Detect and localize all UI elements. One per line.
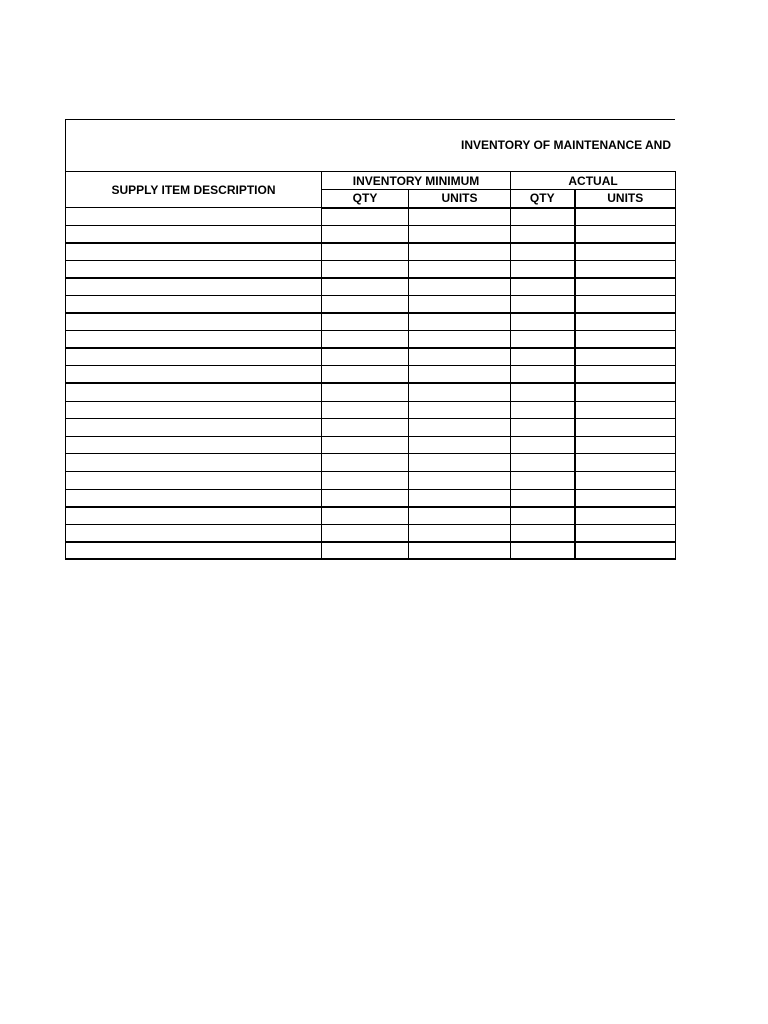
cell-description[interactable] [66, 542, 322, 560]
cell-minimum-units[interactable] [409, 243, 511, 261]
cell-minimum-qty[interactable] [322, 348, 409, 366]
cell-actual-units[interactable] [575, 383, 676, 401]
cell-actual-units[interactable] [575, 313, 676, 331]
cell-description[interactable] [66, 313, 322, 331]
cell-actual-qty[interactable] [511, 243, 575, 261]
cell-minimum-units[interactable] [409, 436, 511, 454]
cell-actual-qty[interactable] [511, 313, 575, 331]
cell-minimum-qty[interactable] [322, 383, 409, 401]
cell-actual-qty[interactable] [511, 419, 575, 437]
cell-actual-units[interactable] [575, 507, 676, 525]
cell-minimum-units[interactable] [409, 401, 511, 419]
cell-description[interactable] [66, 225, 322, 243]
cell-actual-units[interactable] [575, 489, 676, 507]
cell-minimum-units[interactable] [409, 225, 511, 243]
table-row [66, 489, 676, 507]
cell-minimum-units[interactable] [409, 260, 511, 278]
table-row [66, 471, 676, 489]
cell-minimum-qty[interactable] [322, 295, 409, 313]
cell-minimum-qty[interactable] [322, 524, 409, 542]
cell-description[interactable] [66, 348, 322, 366]
cell-minimum-qty[interactable] [322, 243, 409, 261]
table-row [66, 331, 676, 349]
cell-description[interactable] [66, 331, 322, 349]
table-row [66, 524, 676, 542]
cell-actual-units[interactable] [575, 524, 676, 542]
table-row [66, 348, 676, 366]
cell-description[interactable] [66, 524, 322, 542]
cell-minimum-qty[interactable] [322, 489, 409, 507]
cell-actual-qty[interactable] [511, 366, 575, 384]
table-row [66, 278, 676, 296]
table-row [66, 401, 676, 419]
cell-minimum-qty[interactable] [322, 278, 409, 296]
cell-actual-qty[interactable] [511, 348, 575, 366]
table-row [66, 383, 676, 401]
cell-description[interactable] [66, 436, 322, 454]
cell-minimum-units[interactable] [409, 454, 511, 472]
cell-actual-qty[interactable] [511, 401, 575, 419]
inventory-sheet [65, 119, 675, 560]
cell-minimum-units[interactable] [409, 366, 511, 384]
table-row [66, 366, 676, 384]
cell-minimum-units[interactable] [409, 313, 511, 331]
cell-minimum-units[interactable] [409, 471, 511, 489]
cell-actual-qty[interactable] [511, 295, 575, 313]
cell-description[interactable] [66, 278, 322, 296]
cell-actual-units[interactable] [575, 419, 676, 437]
cell-minimum-qty[interactable] [322, 366, 409, 384]
cell-actual-qty[interactable] [511, 278, 575, 296]
cell-minimum-qty[interactable] [322, 507, 409, 525]
cell-actual-units[interactable] [575, 243, 676, 261]
table-row [66, 507, 676, 525]
table-row [66, 295, 676, 313]
table-row [66, 208, 676, 226]
cell-minimum-units[interactable] [409, 208, 511, 226]
cell-description[interactable] [66, 366, 322, 384]
cell-minimum-qty[interactable] [322, 401, 409, 419]
cell-actual-units[interactable] [575, 401, 676, 419]
cell-actual-units[interactable] [575, 542, 676, 560]
cell-minimum-units[interactable] [409, 383, 511, 401]
table-row [66, 542, 676, 560]
table-row [66, 260, 676, 278]
cell-actual-units[interactable] [575, 208, 676, 226]
cell-minimum-units[interactable] [409, 295, 511, 313]
cell-actual-qty[interactable] [511, 489, 575, 507]
cell-actual-units[interactable] [575, 295, 676, 313]
cell-description[interactable] [66, 243, 322, 261]
header-inventory-minimum: INVENTORY MINIMUM [322, 172, 511, 190]
cell-minimum-qty[interactable] [322, 260, 409, 278]
cell-actual-qty[interactable] [511, 454, 575, 472]
cell-description[interactable] [66, 489, 322, 507]
cell-actual-qty[interactable] [511, 524, 575, 542]
cell-minimum-qty[interactable] [322, 419, 409, 437]
cell-actual-qty[interactable] [511, 208, 575, 226]
header-minimum-qty: QTY [322, 190, 409, 208]
table-row [66, 436, 676, 454]
cell-actual-units[interactable] [575, 348, 676, 366]
cell-description[interactable] [66, 454, 322, 472]
cell-minimum-units[interactable] [409, 331, 511, 349]
header-minimum-units: UNITS [409, 190, 511, 208]
header-actual-qty: QTY [511, 190, 575, 208]
table-row [66, 419, 676, 437]
cell-description[interactable] [66, 383, 322, 401]
cell-description[interactable] [66, 401, 322, 419]
cell-minimum-qty[interactable] [322, 208, 409, 226]
cell-actual-units[interactable] [575, 225, 676, 243]
table-row [66, 313, 676, 331]
table-row [66, 243, 676, 261]
table-row [66, 225, 676, 243]
cell-minimum-qty[interactable] [322, 331, 409, 349]
header-actual: ACTUAL [511, 172, 676, 190]
cell-actual-qty[interactable] [511, 260, 575, 278]
cell-description[interactable] [66, 419, 322, 437]
cell-minimum-units[interactable] [409, 419, 511, 437]
header-actual-units: UNITS [575, 190, 676, 208]
title-band [65, 119, 675, 171]
cell-actual-qty[interactable] [511, 471, 575, 489]
cell-actual-units[interactable] [575, 471, 676, 489]
cell-minimum-units[interactable] [409, 278, 511, 296]
cell-actual-units[interactable] [575, 436, 676, 454]
cell-actual-units[interactable] [575, 278, 676, 296]
cell-minimum-units[interactable] [409, 542, 511, 560]
cell-actual-qty[interactable] [511, 225, 575, 243]
cell-description[interactable] [66, 260, 322, 278]
cell-description[interactable] [66, 208, 322, 226]
cell-actual-qty[interactable] [511, 436, 575, 454]
cell-description[interactable] [66, 471, 322, 489]
inventory-table [65, 171, 676, 560]
cell-minimum-qty[interactable] [322, 225, 409, 243]
cell-minimum-units[interactable] [409, 348, 511, 366]
cell-actual-units[interactable] [575, 331, 676, 349]
cell-actual-units[interactable] [575, 260, 676, 278]
cell-minimum-qty[interactable] [322, 436, 409, 454]
cell-minimum-qty[interactable] [322, 542, 409, 560]
cell-actual-units[interactable] [575, 366, 676, 384]
table-row [66, 454, 676, 472]
cell-actual-qty[interactable] [511, 331, 575, 349]
cell-minimum-units[interactable] [409, 507, 511, 525]
cell-actual-qty[interactable] [511, 383, 575, 401]
header-supply-item-description: SUPPLY ITEM DESCRIPTION [66, 172, 322, 208]
cell-description[interactable] [66, 295, 322, 313]
cell-minimum-qty[interactable] [322, 313, 409, 331]
document-title: INVENTORY OF MAINTENANCE AND [461, 138, 672, 152]
cell-minimum-units[interactable] [409, 489, 511, 507]
cell-actual-qty[interactable] [511, 542, 575, 560]
cell-minimum-units[interactable] [409, 524, 511, 542]
inventory-rows [66, 208, 676, 560]
cell-minimum-qty[interactable] [322, 471, 409, 489]
cell-actual-units[interactable] [575, 454, 676, 472]
cell-minimum-qty[interactable] [322, 454, 409, 472]
cell-description[interactable] [66, 507, 322, 525]
cell-actual-qty[interactable] [511, 507, 575, 525]
